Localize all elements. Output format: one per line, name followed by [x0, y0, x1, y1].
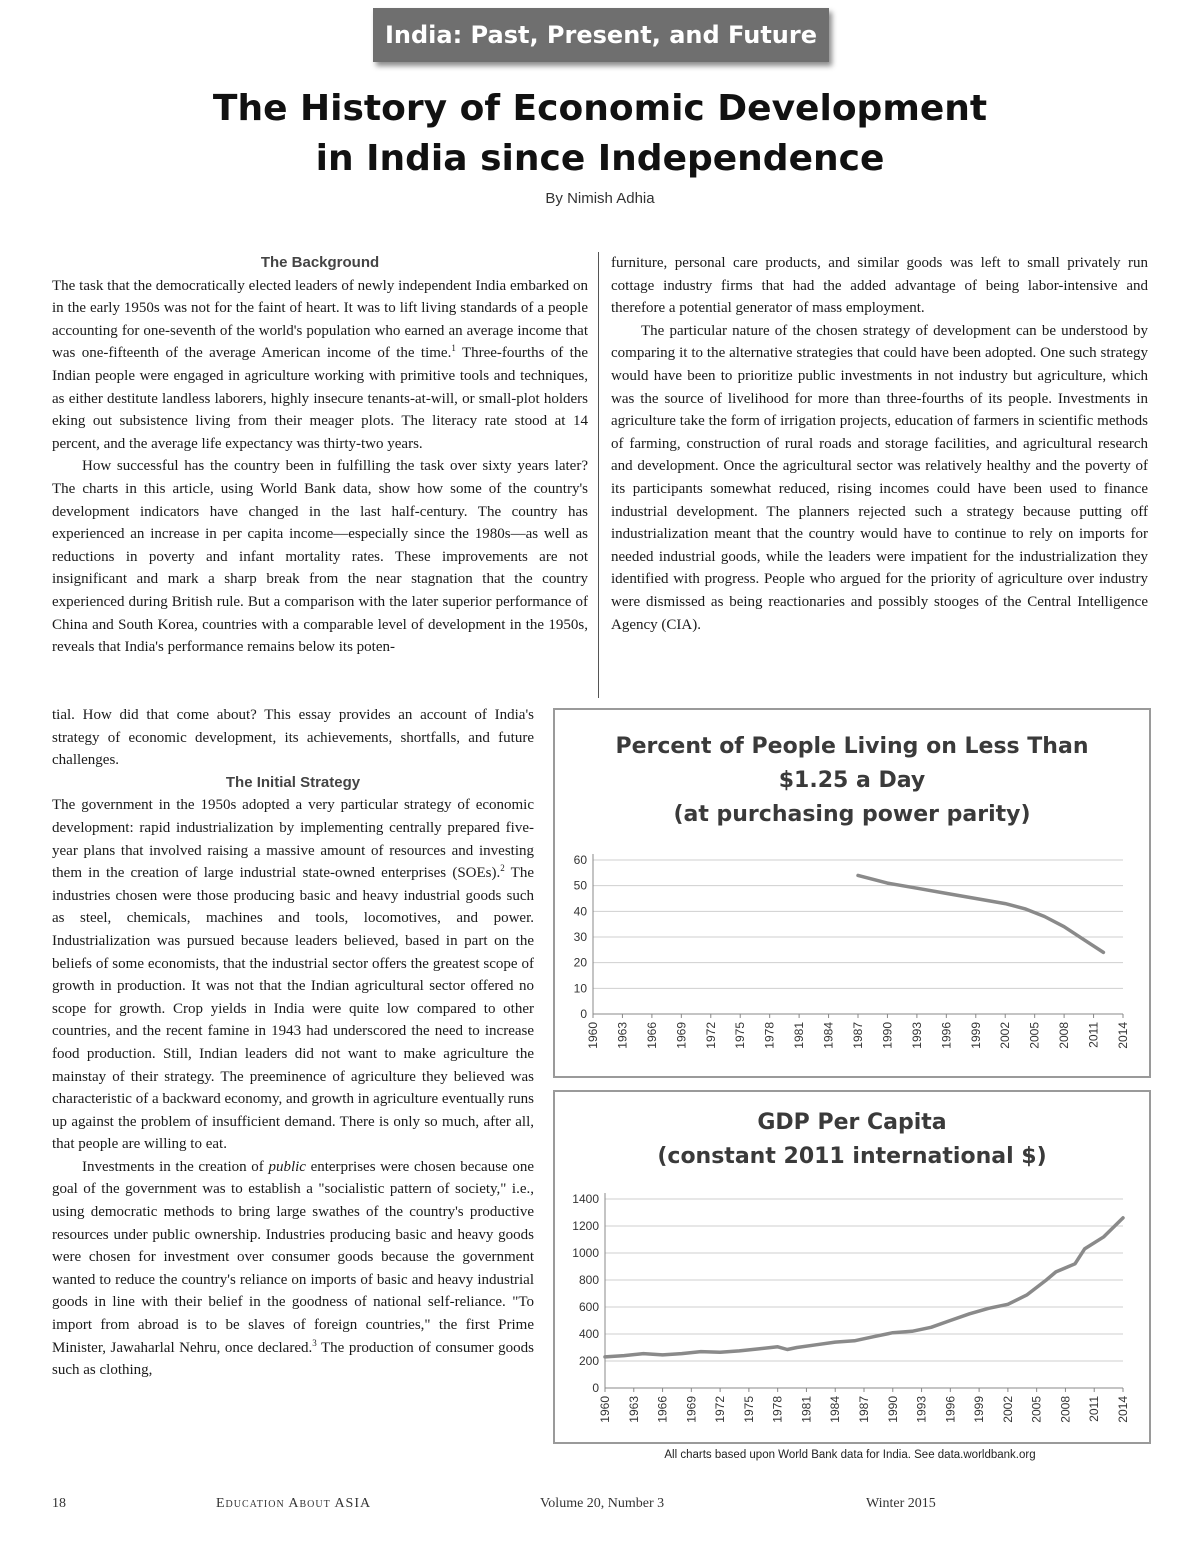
y-tick-label: 800: [578, 1273, 599, 1287]
data-point: [1103, 1236, 1105, 1238]
data-point: [1083, 938, 1085, 940]
article-title-line-1: The History of Economic Development: [212, 88, 988, 129]
data-point: [1045, 1279, 1047, 1281]
data-point: [1102, 951, 1104, 953]
x-tick-label: 1984: [828, 1396, 843, 1423]
data-point: [1055, 1271, 1057, 1273]
x-tick-label: 1996: [943, 1396, 958, 1423]
gdp-chart: [553, 1090, 1151, 1444]
data-point: [681, 1352, 683, 1354]
paragraph-3: The government in the 1950s adopted a very particular strategy of economic development: rapid industrialization by implementing centrally prepared five-year plans that involved raising a massive amount of resources and investing them in the creation of large industrial state-owned enterprises (SOEs).$^2$ The industries chosen were those producing basic and heavy industrial goods such as steel, chemicals, machines and tools, locomotives, and power. Industrialization was pursued because leaders believed, based in part on the beliefs of some economists, that the industrial sector offers the greatest scope of growth in production. It was not that the Indian agricultural sector offered no scope for growth. Crop yields in India were quite low compared to other countries, and the recent famine in 1943 had underscored the need to increase food production. Still, Indian leaders did not want to make agriculture the mainstay of their strategy. The preeminence of agriculture they believed was characteristic of a backward economy, and growth in agriculture eventually runs up against the problem of insufficient demand. There is only so much, after all, that people are willing to eat.: [52, 797, 534, 1153]
paragraph-1: The task that the democratically elected leaders of newly independent India embarked on in the early 1950s was not for the faint of heart. It was to lift living standards of a people accounting for one-seventh of the world's population who earned an average income that was one-fifteenth of the average American income of the time.$^1$ Three-fourths of the Indian people were engaged in agriculture working with primitive tools and techniques, as either destitute landless laborers, highly insecure tenants-at-will, or small-plot holders eking out subsistence living from their meager plots. The literacy rate stood at 14 percent, and the average life expectancy was thirty-two years.: [52, 277, 588, 452]
data-point: [853, 1340, 855, 1342]
x-tick-label: 1990: [885, 1396, 900, 1423]
data-point: [892, 1332, 894, 1334]
x-tick-label: 1990: [880, 1022, 895, 1049]
y-tick-label: 30: [573, 930, 587, 944]
x-tick-label: 1969: [674, 1022, 689, 1049]
footer-page-number: 18: [52, 1496, 66, 1511]
x-tick-label: 2008: [1058, 1396, 1073, 1423]
section-banner: India: Past, Present, and Future: [373, 8, 829, 62]
chart-caption: All charts based upon World Bank data for India. See data.worldbank.org: [664, 1449, 1036, 1461]
left-column-lower: [52, 704, 534, 1382]
data-point: [872, 1336, 874, 1338]
x-tick-label: 2011: [1086, 1022, 1101, 1048]
series-line: [605, 1218, 1123, 1357]
data-point: [916, 887, 918, 889]
data-point: [975, 897, 977, 899]
data-point: [815, 1344, 817, 1346]
x-tick-label: 2011: [1087, 1396, 1102, 1422]
series-line: [858, 875, 1103, 952]
x-tick-label: 2014: [1116, 1396, 1130, 1423]
x-tick-label: 1972: [703, 1022, 718, 1049]
data-point: [1043, 915, 1045, 917]
footnote-3: 3: [312, 1337, 317, 1348]
paragraph-4: Investments in the creation of public enterprises were chosen because one goal of the government was to establish a "socialistic pattern of society," i.e., using democratic methods to bring large swathes of the country's productive resources under public ownership. Industries producing basic and heavy goods were chosen for investment over consumer goods because the government wanted to reduce the country's reliance on imports of basic and heavy industrial goods in line with their belief in the goodness of national self-reliance. "To import from abroad is to be slaves of foreign countries," the first Prime Minister, Jawaharlal Nehru, once declared.$^3$ The production of consumer goods such as clothing,: [52, 1158, 534, 1379]
x-tick-label: 1981: [792, 1022, 807, 1049]
data-point: [1074, 1263, 1076, 1265]
x-tick-label: 1978: [762, 1022, 777, 1049]
x-tick-label: 1993: [914, 1396, 929, 1423]
data-point: [786, 1348, 788, 1350]
data-point: [1026, 1294, 1028, 1296]
data-point: [1063, 926, 1065, 928]
data-point: [911, 1330, 913, 1332]
x-tick-label: 2005: [1029, 1396, 1044, 1423]
heading-background: The Background: [260, 254, 380, 271]
data-point: [719, 1351, 721, 1353]
y-tick-label: 600: [578, 1300, 599, 1314]
x-tick-label: 1987: [851, 1022, 865, 1049]
x-tick-label: 1993: [909, 1022, 924, 1049]
paragraph-5: furniture, personal care products, and similar goods was left to small privately run cottage industry firms that had the added advantage of being labor-intensive and therefore a potential generator of mass employment.: [611, 255, 1148, 317]
y-tick-label: 400: [578, 1327, 599, 1341]
y-tick-label: 0: [592, 1381, 599, 1395]
y-tick-label: 50: [573, 878, 587, 893]
poverty-chart-title-line-2: $1.25 a Day: [778, 768, 926, 793]
right-column: [611, 252, 1148, 636]
data-point: [738, 1350, 740, 1352]
x-tick-label: 2002: [998, 1022, 1013, 1049]
footnote-1: 1: [451, 343, 456, 354]
y-tick-label: 20: [573, 955, 587, 970]
data-point: [945, 892, 947, 894]
article-title-line-2: in India since Independence: [315, 138, 885, 179]
x-tick-label: 1969: [684, 1396, 699, 1423]
x-tick-label: 1966: [655, 1396, 670, 1423]
data-point: [757, 1348, 759, 1350]
footer-publication: Education About ASIA: [216, 1496, 372, 1511]
y-tick-label: 0: [580, 1007, 587, 1021]
poverty-chart: [553, 708, 1151, 1078]
x-tick-label: 1984: [821, 1022, 836, 1049]
data-point: [886, 882, 888, 884]
footer-volume: Volume 20, Number 3: [540, 1496, 665, 1511]
data-point: [1064, 1267, 1066, 1269]
x-tick-label: 2008: [1057, 1022, 1072, 1049]
x-tick-label: 1975: [733, 1022, 748, 1049]
data-point: [642, 1352, 644, 1354]
data-point: [1122, 1217, 1124, 1219]
x-tick-label: 2002: [1000, 1396, 1015, 1423]
data-point: [834, 1341, 836, 1343]
byline: By Nimish Adhia: [545, 190, 655, 207]
data-point: [988, 1307, 990, 1309]
left-column-upper: [52, 252, 588, 659]
data-point: [700, 1350, 702, 1352]
x-tick-label: 1996: [939, 1022, 954, 1049]
data-point: [623, 1354, 625, 1356]
footer-season: Winter 2015: [866, 1496, 936, 1511]
x-tick-label: 1960: [598, 1396, 612, 1423]
x-tick-label: 1972: [713, 1396, 728, 1423]
x-tick-label: 1999: [972, 1396, 987, 1423]
data-point: [857, 874, 859, 876]
x-tick-label: 1975: [741, 1396, 756, 1423]
data-point: [1007, 1303, 1009, 1305]
x-tick-label: 1981: [799, 1396, 814, 1423]
x-tick-label: 2005: [1027, 1022, 1042, 1049]
x-tick-label: 1966: [644, 1022, 659, 1049]
data-point: [777, 1346, 779, 1348]
gdp-chart-title-line-2: (constant 2011 international $): [657, 1144, 1047, 1169]
data-point: [930, 1326, 932, 1328]
paragraph-6: The particular nature of the chosen strategy of development can be understood by comparing it to the alternative strategies that could have been adopted. One such strategy would have been to prioritize public investments in not industry but agriculture, which was the source of livelihood for more than three-fourths of its people. Investments in agriculture take the form of irrigation projects, education of farmers in scientific methods of farming, construction of rural roads and storage facilities, and agricultural research and development. Once the agricultural sector was relatively healthy and the poverty of its participants somewhat reduced, rising incomes could have been used to finance industrial development. The planners rejected such a strategy because putting off industrialization meant that the country would have to continue to rely on imports for needed industrial goods, while the leaders were impatient for the industrialization they identified with progress. People who argued for the priority of agriculture over industry were dismissed as being reactionaries and possibly stooges of the Central Intelligence Agency (CIA).: [611, 322, 1148, 633]
data-point: [968, 1313, 970, 1315]
x-tick-label: 1963: [615, 1022, 630, 1049]
x-tick-label: 2014: [1116, 1022, 1130, 1049]
data-point: [604, 1356, 606, 1358]
data-point: [1024, 908, 1026, 910]
data-point: [1083, 1248, 1085, 1250]
x-tick-label: 1999: [968, 1022, 983, 1049]
x-tick-label: 1978: [770, 1396, 785, 1423]
x-tick-label: 1987: [857, 1396, 871, 1423]
y-tick-label: 1000: [572, 1246, 599, 1260]
x-tick-label: 1960: [586, 1022, 600, 1049]
y-tick-label: 60: [573, 853, 587, 867]
gdp-chart-plot: [555, 1092, 1149, 1442]
heading-initial-strategy: The Initial Strategy: [225, 773, 361, 791]
poverty-chart-title-line-1: Percent of People Living on Less Than: [615, 734, 1089, 759]
y-tick-label: 200: [578, 1354, 599, 1368]
column-divider: [598, 252, 599, 698]
gdp-chart-title-line-1: GDP Per Capita: [757, 1110, 947, 1135]
data-point: [796, 1346, 798, 1348]
data-point: [1004, 902, 1006, 904]
paragraph-2: How successful has the country been in fulfilling the task over sixty years later? The charts in this article, using World Bank data, show how some of the country's development indicators have changed in the last half-century. The country has experienced an increase in per capita income—especially since the 1980s—as well as reductions in poverty and infant mortality rates. These improvements are not insignificant and mark a sharp break from the near stagnation that the country experienced during British rule. But a comparison with the later superior performance of China and South Korea, countries with a comparable level of development in the 1950s, reveals that India's performance remains below its poten-: [52, 458, 588, 656]
y-tick-label: 10: [573, 981, 587, 996]
article-title: [0, 84, 1200, 184]
y-tick-label: 1200: [572, 1219, 599, 1233]
x-tick-label: 1963: [626, 1396, 641, 1423]
y-tick-label: 40: [573, 904, 587, 919]
y-tick-label: 1400: [572, 1192, 599, 1206]
paragraph-2-continued: tial. How did that come about? This essay provides an account of India's strategy of economic development, its achievements, shortfalls, and future challenges.: [52, 707, 534, 769]
data-point: [949, 1319, 951, 1321]
data-point: [661, 1354, 663, 1356]
poverty-chart-title-line-3: (at purchasing power parity): [673, 802, 1031, 827]
footnote-2: 2: [500, 863, 505, 874]
poverty-chart-plot: [555, 710, 1149, 1076]
